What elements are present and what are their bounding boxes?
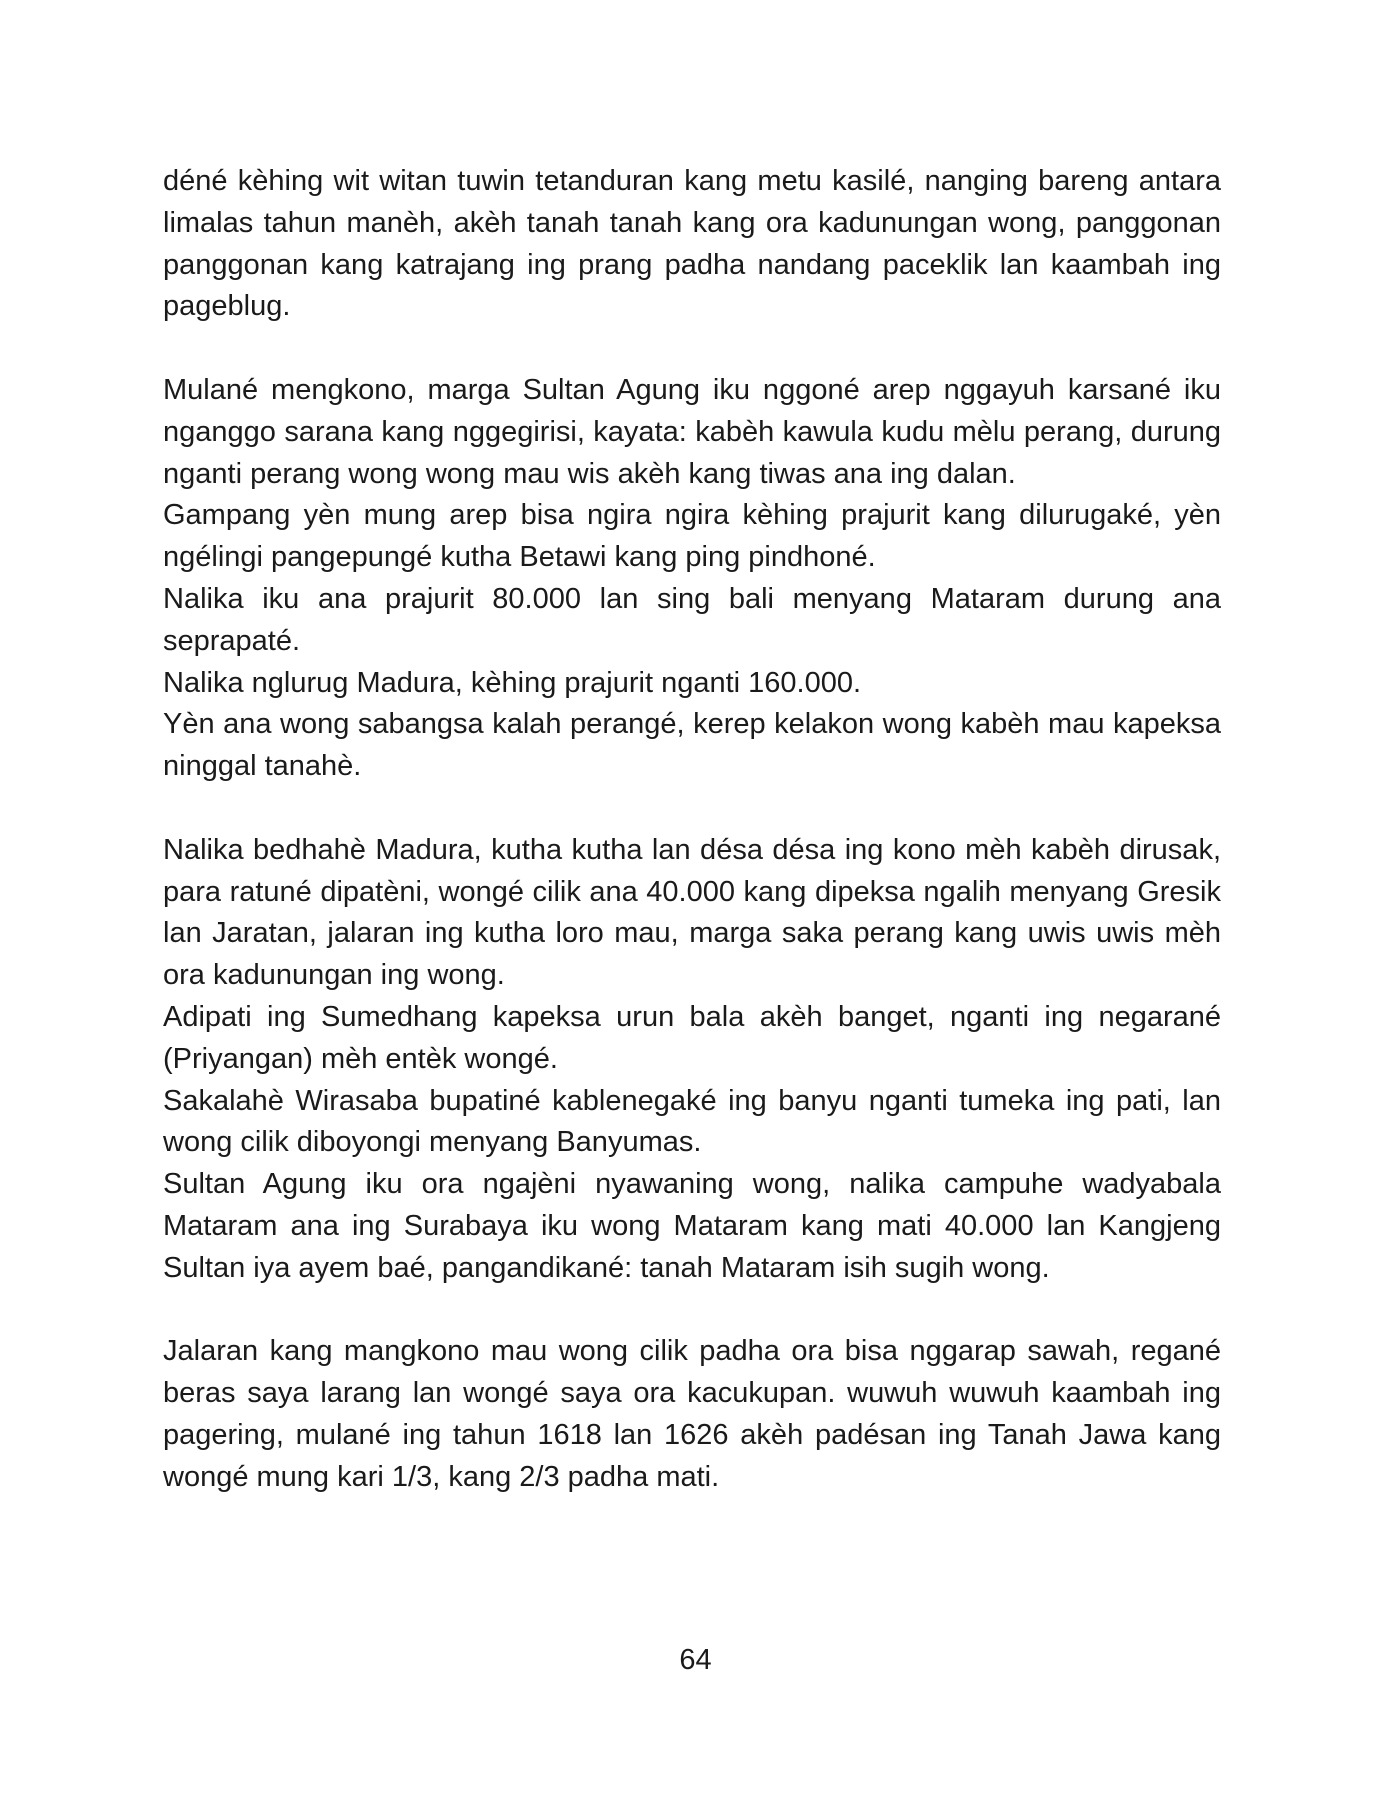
paragraph: Nalika iku ana prajurit 80.000 lan sing bali menyang Mataram durung ana seprapaté. — [163, 582, 1221, 657]
paragraph-gap — [163, 1290, 1221, 1332]
text-block-2 — [163, 370, 1221, 788]
text-block-1 — [163, 161, 1221, 328]
paragraph: déné kèhing wit witan tuwin tetanduran kang metu kasilé, nanging bareng antara limalas tahun manèh, akèh tanah tanah kang ora kadunungan wong, panggonan panggonan kang katrajang ing prang padha nandang paceklik lan kaambah ing pageblug. — [163, 165, 1221, 323]
paragraph: Yèn ana wong sabangsa kalah perangé, kerep kelakon wong kabèh mau kapeksa ninggal tanahè. — [163, 708, 1221, 783]
paragraph: Sultan Agung iku ora ngajèni nyawaning wong, nalika campuhe wadyabala Mataram ana ing Surabaya iku wong Mataram kang mati 40.000 lan Kangjeng Sultan iya ayem baé, pangandikané: tanah Mataram isih sugih wong. — [163, 1168, 1221, 1284]
text-block-3 — [163, 830, 1221, 1290]
paragraph: Mulané mengkono, marga Sultan Agung iku nggoné arep nggayuh karsané iku nganggo sarana kang nggegirisi, kayata: kabèh kawula kudu mèlu perang, durung nganti perang wong wong mau wis akèh kang tiwas ana ing dalan. — [163, 373, 1221, 490]
paragraph: Adipati ing Sumedhang kapeksa urun bala akèh banget, nganti ing negarané (Priyangan) mèh entèk wongé. — [163, 1000, 1221, 1075]
paragraph: Nalika nglurug Madura, kèhing prajurit nganti 160.000. — [163, 666, 862, 699]
paragraph-gap — [163, 788, 1221, 830]
paragraph: Gampang yèn mung arep bisa ngira ngira kèhing prajurit kang dilurugaké, yèn ngélingi pangepungé kutha Betawi kang ping pindhoné. — [163, 499, 1221, 574]
page-number: 64 — [679, 1644, 712, 1676]
paragraph-gap — [163, 328, 1221, 370]
page-body — [163, 161, 1221, 1499]
paragraph: Sakalahè Wirasaba bupatiné kablenegaké ing banyu nganti tumeka ing pati, lan wong cilik diboyongi menyang Banyumas. — [163, 1084, 1221, 1159]
paragraph: Nalika bedhahè Madura, kutha kutha lan désa désa ing kono mèh kabèh dirusak, para ratuné dipatèni, wongé cilik ana 40.000 kang dipeksa ngalih menyang Gresik lan Jaratan, jalaran ing kutha loro mau, marga saka perang kang uwis uwis mèh ora kadunungan ing wong. — [163, 833, 1221, 992]
paragraph: Jalaran kang mangkono mau wong cilik padha ora bisa nggarap sawah, regané beras saya larang lan wongé saya ora kacukupan. wuwuh wuwuh kaambah ing pagering, mulané ing tahun 1618 lan 1626 akèh padésan ing Tanah Jawa kang wongé mung kari 1/3, kang 2/3 padha mati. — [163, 1335, 1221, 1493]
text-block-4 — [163, 1331, 1221, 1498]
